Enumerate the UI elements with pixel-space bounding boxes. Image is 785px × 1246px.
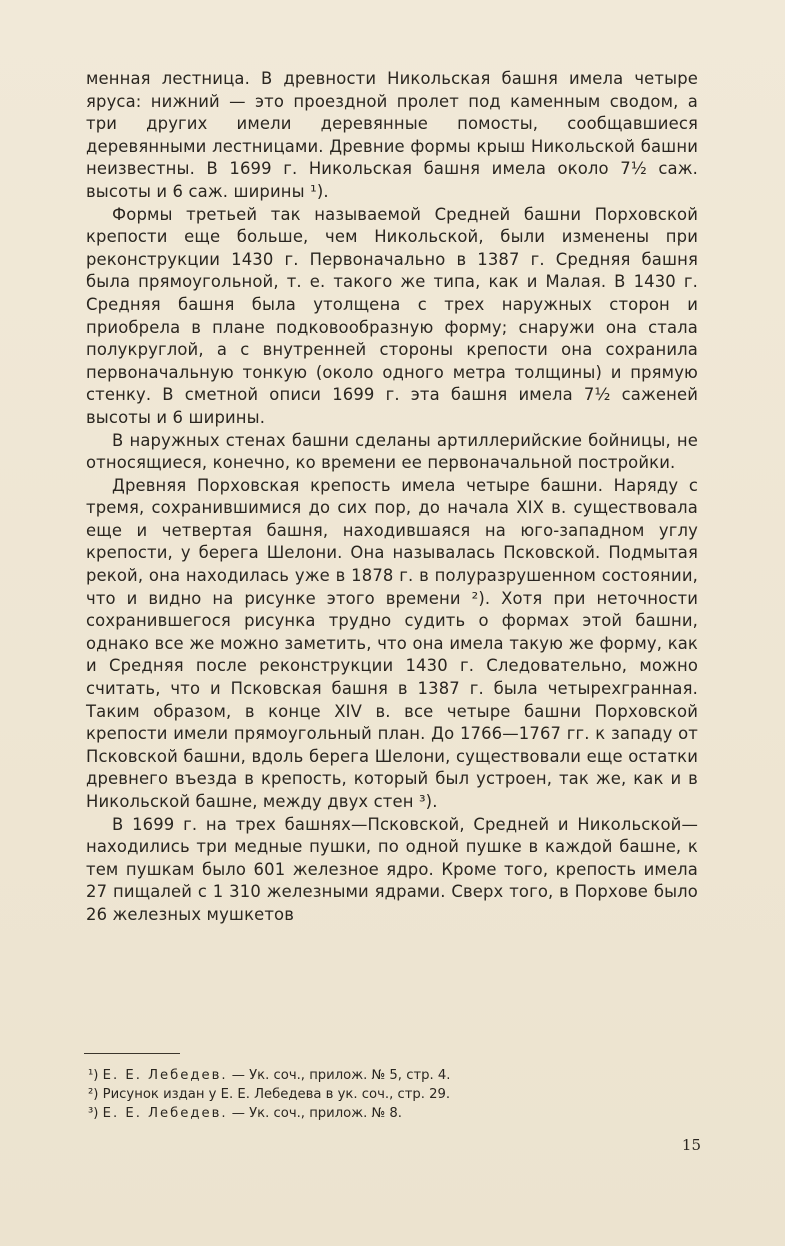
paragraph-continuation: менная лестница. В древности Никольская башня имела четыре яруса: нижний — это проездной пролет под каменным сводом, а три других имели деревянные помосты, сообщавшиеся деревянными лестницами. Древние формы крыш Никольской башни неизвестны. В 1699 г. Никольская башня имела около 7½ саж. высоты и 6 саж. ширины ¹). [86, 69, 698, 201]
footnote-divider [84, 1053, 180, 1054]
main-text [86, 68, 698, 927]
paragraph-cannons: В 1699 г. на трех башнях—Псковской, Средней и Никольской—находились три медные пушки, по одной пушке в каждой башне, к тем пушкам было 601 железное ядро. Кроме того, крепость имела 27 пищалей с 1 310 железными ядрами. Сверх того, в Порхове было 26 железных мушкетов [86, 814, 698, 924]
footnote-text: — Ук. соч., прилож. № 5, стр. 4. [227, 1068, 451, 1083]
footnote-1 [88, 1066, 648, 1085]
footnote-mark: ³) [88, 1106, 99, 1121]
footnote-text: — Ук. соч., прилож. № 8. [227, 1106, 403, 1121]
footnote-author: Е. Е. Лебедев. [102, 1106, 228, 1121]
footnote-text: Рисунок издан у Е. Е. Лебедева в ук. соч., стр. 29. [102, 1087, 451, 1102]
footnote-mark: ²) [88, 1087, 99, 1102]
paragraph-embrasures: В наружных стенах башни сделаны артиллерийские бойницы, не относящиеся, конечно, ко времени ее первоначальной постройки. [86, 430, 698, 473]
footnotes [88, 1066, 648, 1123]
footnote-author: Е. Е. Лебедев. [102, 1068, 228, 1083]
paragraph-middle-tower: Формы третьей так называемой Средней башни Порховской крепости еще больше, чем Никольской, были изменены при реконструкции 1430 г. Первоначально в 1387 г. Средняя башня была прямоугольной, т. е. такого же типа, как и Малая. В 1430 г. Средняя башня была утолщена с трех наружных сторон и приобрела в плане подковообразную форму; снаружи она стала полукруглой, а с внутренней стороны крепости она сохранила первоначальную тонкую (около одного метра толщины) и прямую стенку. В сметной описи 1699 г. эта башня имела 7½ саженей высоты и 6 ширины. [86, 204, 698, 427]
footnote-3 [88, 1104, 648, 1123]
page-number: 15 [681, 1136, 701, 1154]
footnote-2 [88, 1085, 648, 1104]
footnote-mark: ¹) [88, 1068, 99, 1083]
paragraph-four-towers: Древняя Порховская крепость имела четыре башни. Наряду с тремя, сохранившимися до сих пор, до начала XIX в. существовала еще и четвертая башня, находившаяся на юго-западном углу крепости, у берега Шелони. Она называлась Псковской. Подмытая рекой, она находилась уже в 1878 г. в полуразрушенном состоянии, что и видно на рисунке этого времени ²). Хотя при неточности сохранившегося рисунка трудно судить о формах этой башни, однако все же можно заметить, что она имела такую же форму, как и Средняя после реконструкции 1430 г. Следовательно, можно считать, что и Псковская башня в 1387 г. была четырехгранная. Таким образом, в конце XIV в. все четыре башни Порховской крепости имели прямоугольный план. До 1766—1767 гг. к западу от Псковской башни, вдоль берега Шелони, существовали еще остатки древнего въезда в крепость, который был устроен, так же, как и в Никольской башне, между двух стен ³). [86, 475, 698, 811]
